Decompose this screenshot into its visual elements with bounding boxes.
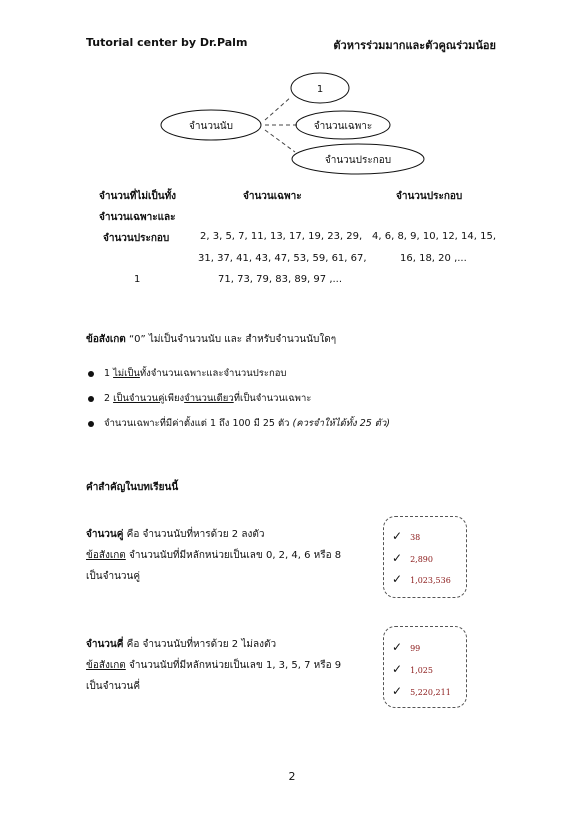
bullet-item-3 [104,416,390,431]
odd-term: จำนวนคี่ [86,639,124,650]
bullet-3-text: จำนวนเฉพาะที่มีค่าตั้งแต่ 1 ถึง 100 มี 25 ตัว [104,418,290,429]
bullet-1-underlined: ไม่เป็น [113,368,140,379]
even-def-text: คือ จำนวนนับที่หารด้วย 2 ลงตัว [126,529,265,540]
odd-obs-label: ข้อสังเกต [86,660,126,671]
odd-definition [86,634,341,697]
col2-line1: 2, 3, 5, 7, 11, 13, 17, 19, 23, 29, [200,231,363,242]
ellipse-prime-label: จำนวนเฉพาะ [313,121,373,132]
odd-example-2: ✓ 1,025 [392,662,433,676]
bullet-2-number: 2 [104,393,111,404]
col3-header: จำนวนประกอบ [396,191,463,202]
bullet-item-1 [104,366,286,381]
col1-value: 1 [134,274,141,285]
bullet-1-number: 1 [104,368,111,379]
page-number: 2 [288,770,296,783]
even-conclusion: เป็นจำนวนคู่ [86,571,141,582]
col2-line2: 31, 37, 41, 43, 47, 53, 59, 61, 67, [198,253,367,264]
col1-header-line2: จำนวนเฉพาะและ [99,212,176,223]
bullet-2-mid: เพียง [164,393,185,404]
bullet-dot-icon [88,421,94,427]
checkmark-icon: ✓ [392,551,403,565]
number-classification-diagram [0,0,584,190]
checkmark-icon: ✓ [392,572,403,586]
col3-line2: 16, 18, 20 ,... [400,253,467,264]
checkmark-icon: ✓ [392,684,403,698]
checkmark-icon: ✓ [392,529,403,543]
checkmark-icon: ✓ [392,640,403,654]
bullet-1-rest: ทั้งจำนวนเฉพาะและจำนวนประกอบ [139,368,287,379]
bullet-2-rest: ที่เป็นจำนวนเฉพาะ [233,393,312,404]
observation-label: ข้อสังเกต [86,334,126,345]
branch-line-one [265,97,291,120]
bullet-3-note: (ควรจำให้ได้ทั้ง 25 ตัว) [292,418,391,429]
bullet-dot-icon [88,396,94,402]
bullet-dot-icon [88,371,94,377]
col1-header-line3: จำนวนประกอบ [103,233,170,244]
even-example-1: ✓ 38 [392,529,421,543]
ellipse-root-label: จำนวนนับ [189,121,233,132]
odd-obs-text: จำนวนนับที่มีหลักหน่วยเป็นเลข 1, 3, 5, 7 หรือ 9 [128,660,342,671]
odd-conclusion: เป็นจำนวนคี่ [86,681,141,692]
even-definition [86,524,341,587]
even-example-2: ✓ 2,890 [392,551,433,565]
branch-line-composite [265,130,295,152]
ellipse-composite-label: จำนวนประกอบ [324,155,392,166]
observation-line [86,332,336,347]
bullet-item-2 [104,391,311,406]
col2-line3: 71, 73, 79, 83, 89, 97 ,... [218,274,343,285]
header-title: Tutorial center by Dr.Palm [86,36,248,49]
even-obs-text: จำนวนนับที่มีหลักหน่วยเป็นเลข 0, 2, 4, 6 หรือ 8 [128,550,342,561]
odd-example-1: ✓ 99 [392,640,421,654]
even-example-3: ✓ 1,023,536 [392,572,451,586]
even-term: จำนวนคู่ [86,529,124,540]
bullet-2-underlined-b: จำนวนเดียว [184,393,234,404]
section-title: คำสำคัญในบทเรียนนี้ [86,482,179,493]
odd-example-3: ✓ 5,220,211 [392,684,451,698]
col2-header: จำนวนเฉพาะ [243,191,302,202]
checkmark-icon: ✓ [392,662,403,676]
observation-text: “0” ไม่เป็นจำนวนนับ และ สำหรับจำนวนนับใดๆ [128,334,337,345]
bullet-2-underlined-a: เป็นจำนวนคู่ [113,393,165,404]
header-topic: ตัวหารร่วมมากและตัวคูณร่วมน้อย [333,39,496,52]
col3-line1: 4, 6, 8, 9, 10, 12, 14, 15, [372,231,497,242]
even-obs-label: ข้อสังเกต [86,550,126,561]
odd-def-text: คือ จำนวนนับที่หารด้วย 2 ไม่ลงตัว [126,639,277,650]
col1-header-line1: จำนวนที่ไม่เป็นทั้ง [99,191,177,202]
ellipse-one-label: 1 [316,84,324,95]
